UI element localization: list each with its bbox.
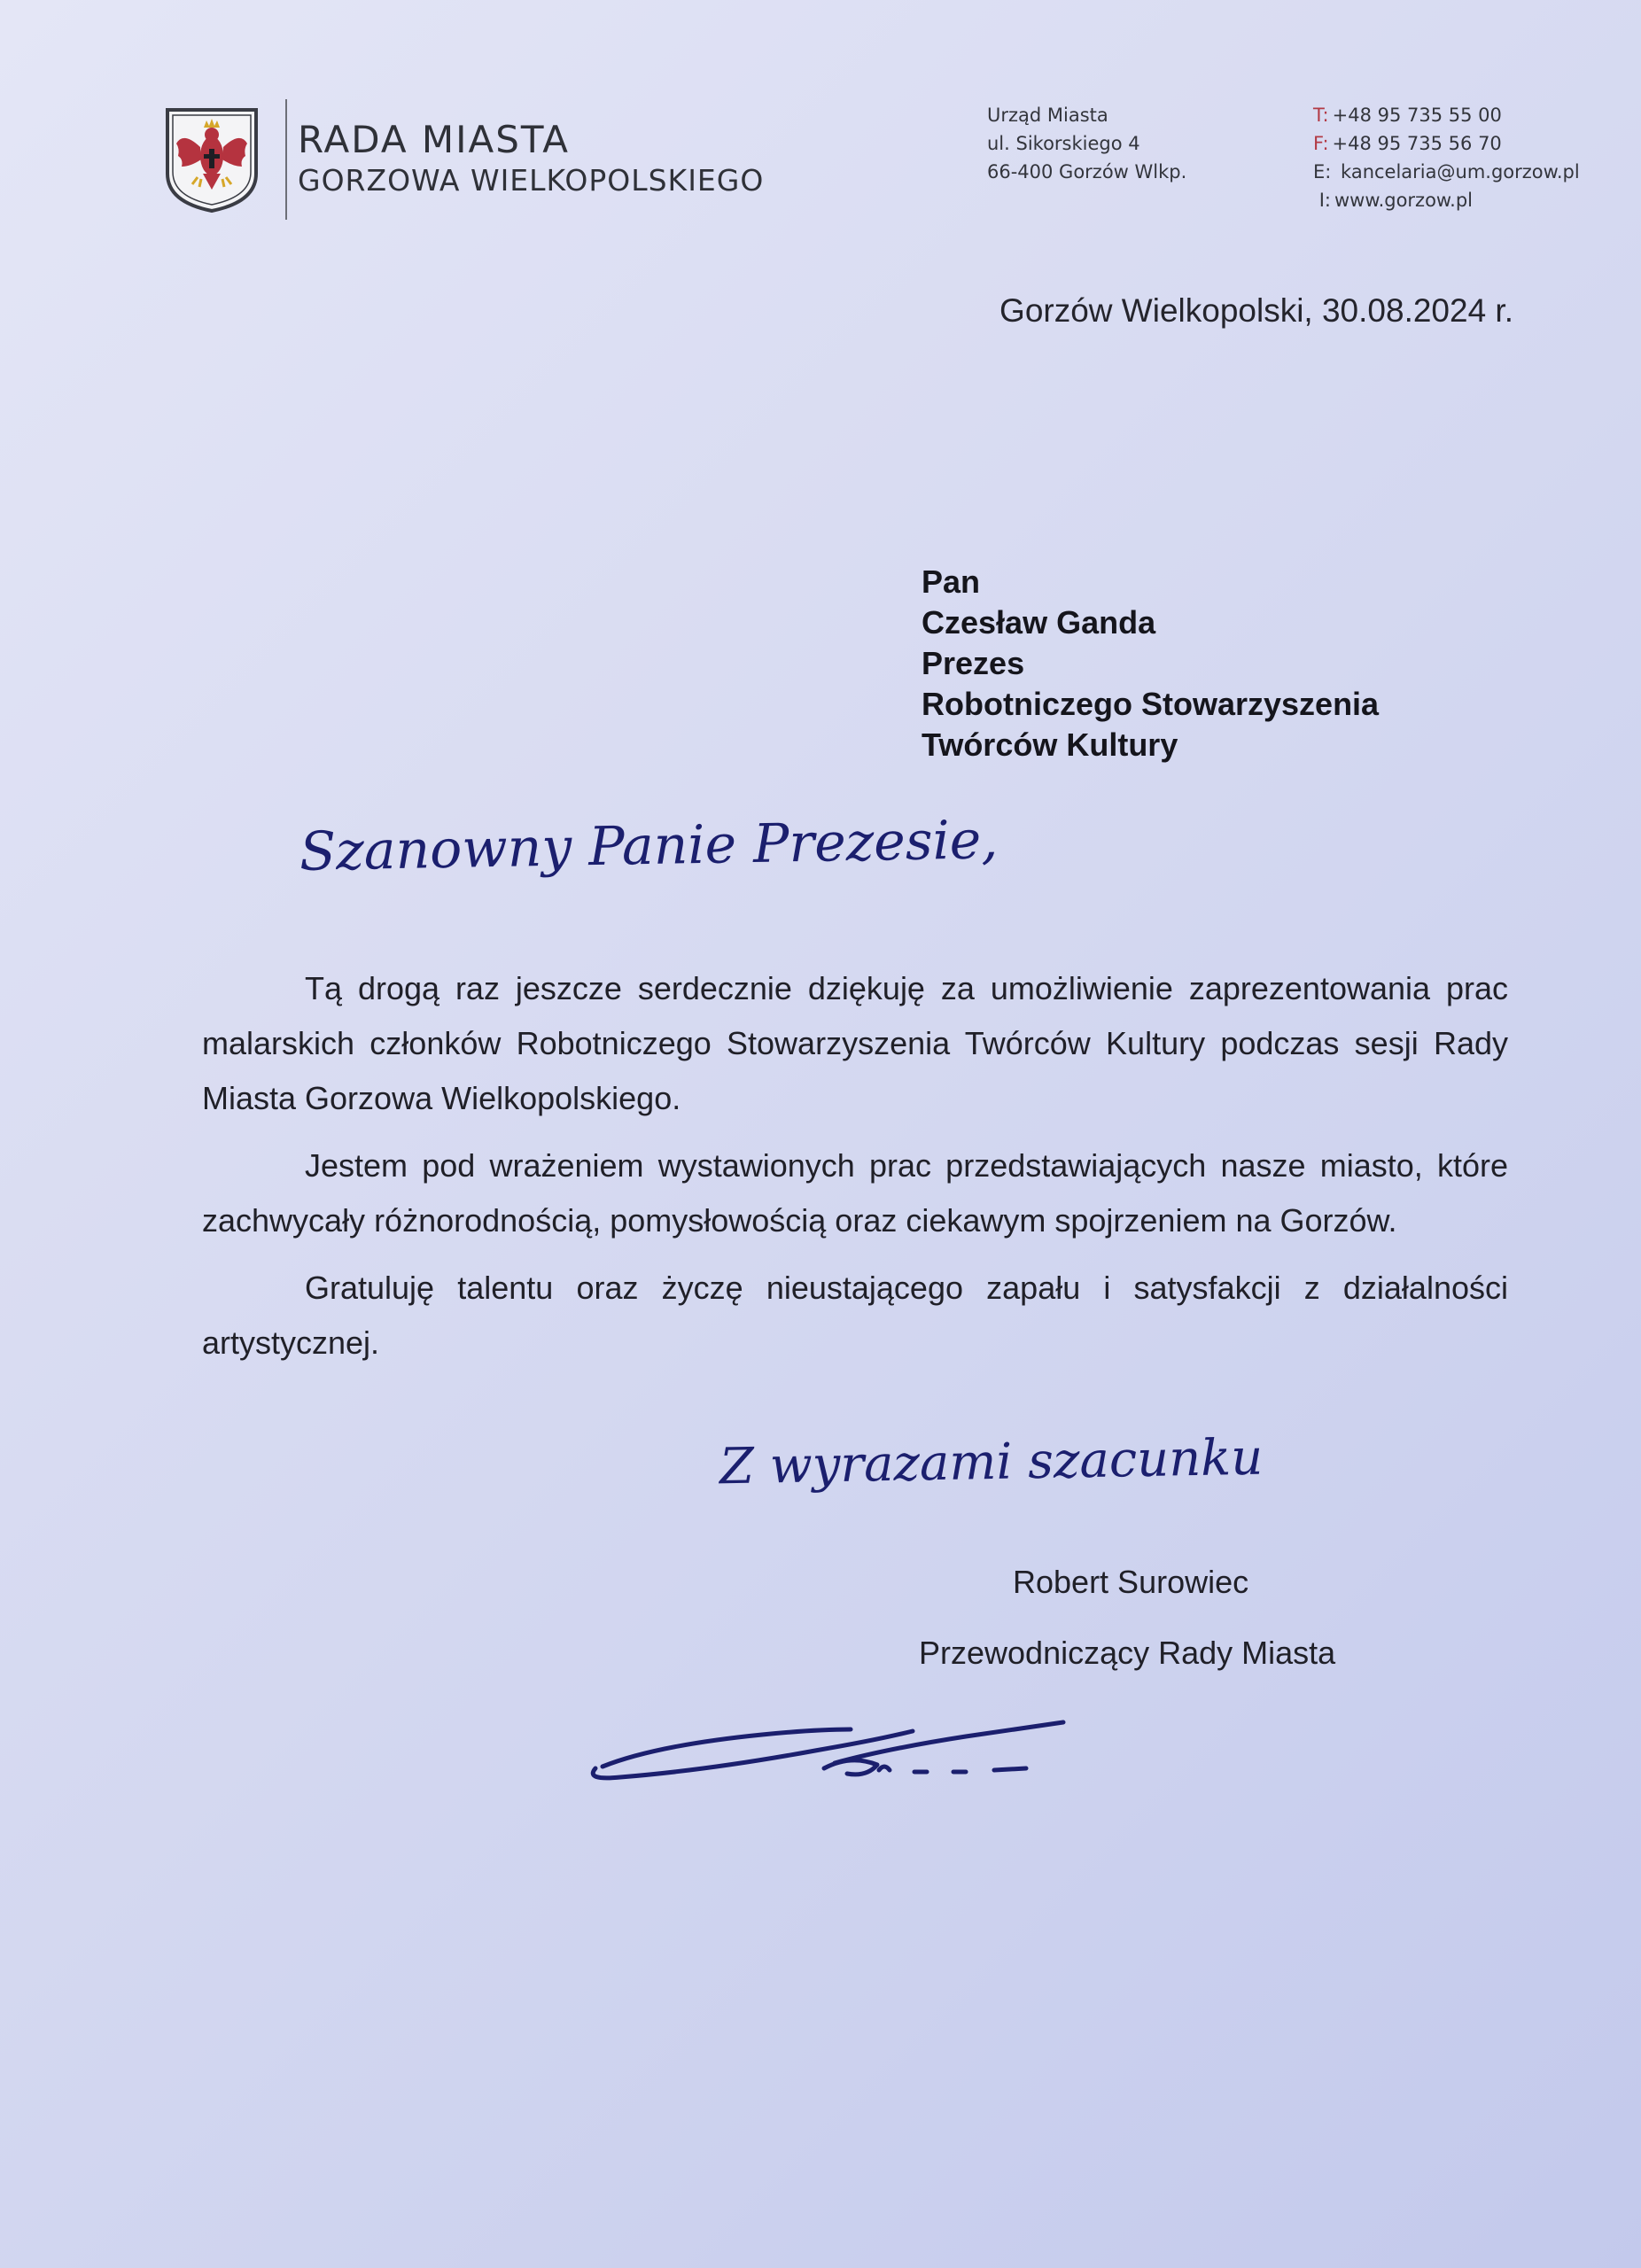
recipient-block: [922, 562, 1379, 765]
recipient-line4: Robotniczego Stowarzyszenia: [922, 686, 1380, 722]
address-postal-city: 66-400 Gorzów Wlkp.: [987, 161, 1187, 183]
web-value: www.gorzow.pl: [1334, 190, 1474, 211]
handwritten-closing: Z wyrazami szacunku: [719, 1428, 1264, 1496]
body-paragraph-3: Gratuluję talentu oraz życzę nieustającego zapału i satysfakcji z działalności artystycznej.: [202, 1270, 1508, 1361]
contact-phone: [1313, 101, 1580, 129]
recipient-line1: Pan: [922, 563, 981, 600]
recipient-line2: Czesław Ganda: [922, 604, 1156, 641]
email-label: E:: [1313, 161, 1332, 183]
recipient-line3: Prezes: [922, 645, 1025, 681]
body-paragraph-1: Tą drogą raz jeszcze serdecznie dziękuję za umożliwienie zaprezentowania prac malarskich członków Robotniczego Stowarzyszenia Twórców Kultury podczas sesji Rady Miasta Gorzowa Wielkopolskiego.: [202, 970, 1508, 1116]
web-label: I:: [1318, 190, 1331, 211]
phone-value: +48 95 735 55 00: [1332, 105, 1502, 126]
handwritten-salutation: Szanowny Panie Prezesie,: [299, 809, 999, 883]
phone-label: T:: [1313, 105, 1329, 126]
contact-web: [1313, 186, 1580, 214]
fax-label: F:: [1313, 133, 1329, 154]
council-name-line2: GORZOWA WIELKOPOLSKIEGO: [298, 163, 765, 198]
body-paragraph-2: Jestem pod wrażeniem wystawionych prac przedstawiających nasze miasto, które zachwycały różnorodnością, pomysłowością oraz ciekawym spojrzeniem na Gorzów.: [202, 1147, 1508, 1239]
council-name: [298, 118, 764, 199]
signatory-name: Robert Surowiec: [1013, 1564, 1249, 1600]
address-office: Urząd Miasta: [987, 105, 1108, 126]
eagle-crest-icon: [162, 105, 261, 214]
signatory-title: Przewodniczący Rady Miasta: [919, 1635, 1336, 1671]
fax-value: +48 95 735 56 70: [1332, 133, 1502, 154]
contact-details: [1313, 101, 1580, 214]
office-address: [987, 101, 1186, 186]
council-name-line1: RADA MIASTA: [298, 118, 571, 161]
contact-email: [1313, 158, 1580, 186]
handwritten-signature: [585, 1692, 1116, 1798]
letter-body: [202, 961, 1508, 1383]
email-value: kancelaria@um.gorzow.pl: [1341, 161, 1580, 183]
letter-date: Gorzów Wielkopolski, 30.08.2024 r.: [999, 292, 1513, 329]
letterhead-divider: [285, 99, 287, 220]
recipient-line5: Twórców Kultury: [922, 726, 1178, 763]
contact-fax: [1313, 129, 1580, 158]
address-street: ul. Sikorskiego 4: [987, 133, 1140, 154]
